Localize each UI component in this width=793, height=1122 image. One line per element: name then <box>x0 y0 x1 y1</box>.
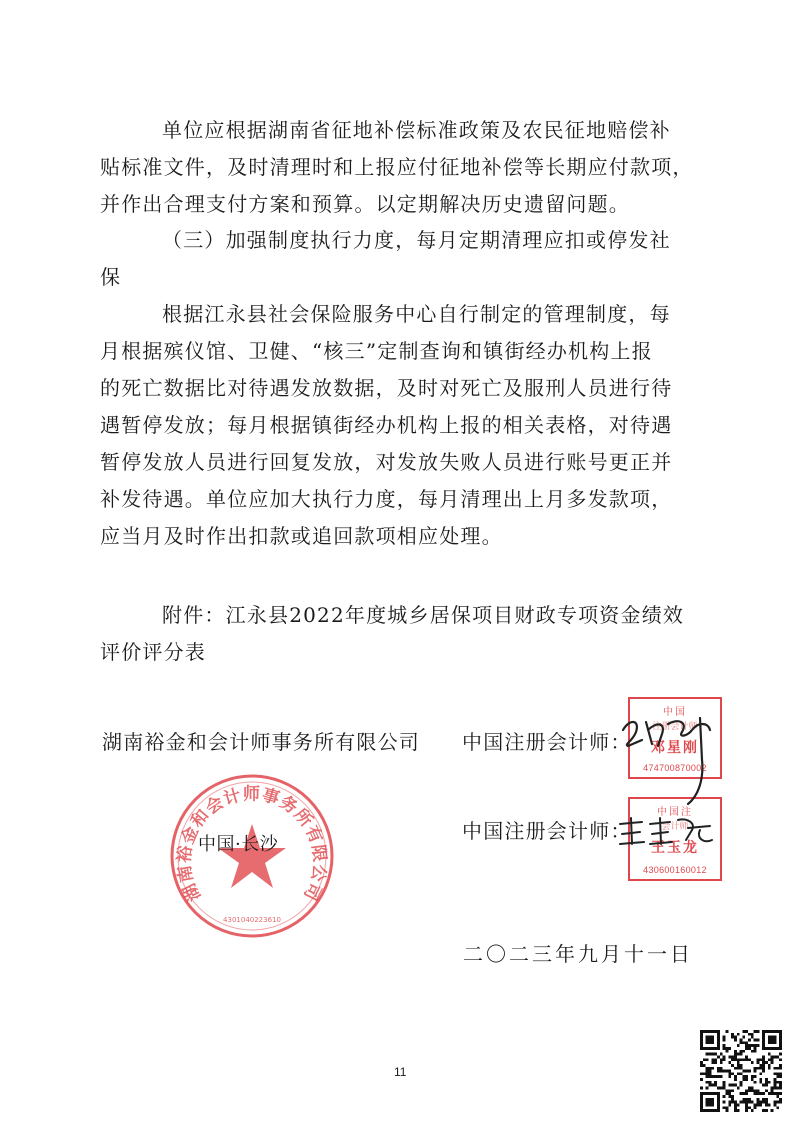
text-line: 遇暂停发放；每月根据镇街经办机构上报的相关表格，对待遇 <box>100 413 673 437</box>
text-line: 评价评分表 <box>100 640 206 664</box>
cpa-label: 中国注册会计师： <box>462 819 632 843</box>
stamp-title: 注册会计师 <box>652 721 698 731</box>
stamp-country: 中国注 <box>657 807 693 818</box>
qr-code-icon <box>700 1030 782 1112</box>
firm-seal <box>168 772 336 940</box>
stamp-name: 王玉龙 <box>651 839 699 855</box>
text-line: 并作出合理支付方案和预算。以定期解决历史遗留问题。 <box>100 192 630 216</box>
handwritten-signature <box>616 810 716 850</box>
issue-date: 二〇二三年九月十一日 <box>463 942 693 966</box>
cpa-label: 中国注册会计师： <box>462 730 632 754</box>
svg-text:4301040223610: 4301040223610 <box>223 916 281 924</box>
text-line: 补发待遇。单位应加大执行力度，每月清理出上月多发款项， <box>100 487 673 511</box>
handwritten-signature <box>618 700 728 810</box>
stamp-number: 474700870002 <box>643 763 707 773</box>
stamp-number: 430600160012 <box>643 865 707 875</box>
text-line: 单位应根据湖南省征地补偿标准政策及农民征地赔偿补 <box>162 118 671 142</box>
text-line: 根据江永县社会保险服务中心自行制定的管理制度，每 <box>162 302 671 326</box>
text-line: 附件：江永县2022年度城乡居保项目财政专项资金绩效 <box>162 603 685 627</box>
text-line: 月根据殡仪馆、卫健、“核三”定制查询和镇街经办机构上报 <box>100 339 653 363</box>
text-line: （三）加强制度执行力度，每月定期清理应扣或停发社 <box>162 228 671 252</box>
paragraph-settlement <box>100 112 700 223</box>
firm-name: 湖南裕金和会计师事务所有限公司 <box>102 730 420 754</box>
stamp-country: 中国 <box>663 707 687 718</box>
text-line: 贴标准文件，及时清理时和上报应付征地补偿等长期应付款项， <box>100 155 694 179</box>
text-line: 暂停发放人员进行回复发放，对发放失败人员进行账号更正并 <box>100 450 673 474</box>
section-heading-three <box>100 222 700 296</box>
text-line: 保 <box>100 265 122 289</box>
stamp-title: 会计师 <box>661 821 689 831</box>
svg-text:湖南裕金和会计师事务所有限公司: 湖南裕金和会计师事务所有限公司 <box>174 784 330 905</box>
text-line: 的死亡数据比对待遇发放数据，及时对死亡及服刑人员进行待 <box>100 376 673 400</box>
attachment-note <box>100 597 700 671</box>
firm-city: 中国·长沙 <box>198 834 279 855</box>
page-number: 11 <box>394 1065 407 1079</box>
stamp-name: 邓星刚 <box>651 739 699 755</box>
paragraph-management <box>100 296 700 555</box>
text-line: 应当月及时作出扣款或追回款项相应处理。 <box>100 524 503 548</box>
